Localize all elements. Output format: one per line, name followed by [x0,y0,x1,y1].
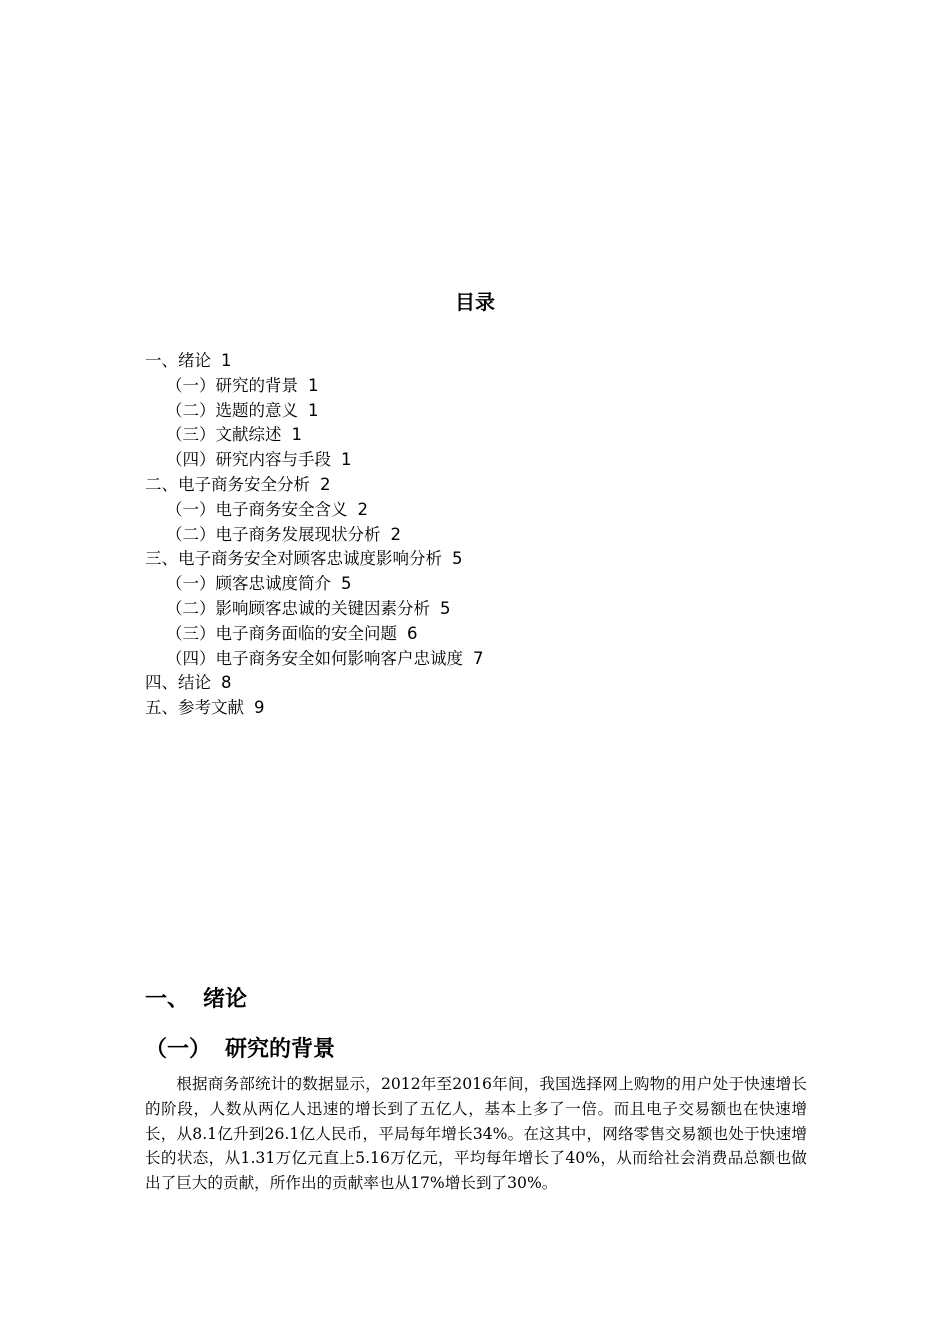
toc-entry[interactable] [145,523,484,548]
toc-entry-label: （二）选题的意义 [166,400,298,420]
toc-entry-label: 四、结论 [145,673,211,693]
toc-entry[interactable] [145,349,484,374]
toc-entry-page: 8 [221,673,232,693]
section-title: 绪论 [203,987,248,1012]
toc-entry[interactable] [145,671,484,696]
toc-entry[interactable] [145,498,484,523]
subsection-number: （一） [145,1037,212,1062]
toc-entry-page: 2 [390,524,401,544]
toc-entry-label: 二、电子商务安全分析 [145,474,310,494]
toc-entry[interactable] [145,647,484,672]
toc-entry-label: 一、绪论 [145,351,211,370]
toc-entry-label: （三）文献综述 [166,425,282,445]
toc-entry-page: 9 [254,698,265,718]
toc-entry-label: （二）电子商务发展现状分析 [166,524,381,544]
toc-entry-page: 6 [407,623,418,643]
toc-entry[interactable] [145,572,484,597]
toc-entry-label: （一）研究的背景 [166,375,298,395]
toc-entry-page: 5 [341,574,352,594]
toc-entry-page: 1 [308,375,319,395]
toc-entry[interactable] [145,448,484,473]
toc-entry[interactable] [145,597,484,622]
subsection-title: 研究的背景 [225,1037,336,1062]
toc-entry[interactable] [145,622,484,647]
section-number: 一、 [145,987,190,1012]
toc-entry-page: 2 [357,499,368,519]
toc-entry-label: 三、电子商务安全对顾客忠诚度影响分析 [145,549,442,569]
toc-title: 目录 [455,290,495,314]
toc-entry-label: 五、参考文献 [145,698,244,718]
toc-list [145,349,484,721]
subsection-heading [145,1032,335,1063]
toc-entry[interactable] [145,399,484,424]
toc-entry-label: （一）电子商务安全含义 [166,499,348,519]
toc-entry-label: （四）电子商务安全如何影响客户忠诚度 [166,648,463,668]
toc-entry-page: 1 [291,425,302,445]
section-heading [145,982,247,1013]
toc-entry[interactable] [145,696,484,721]
toc-entry[interactable] [145,473,484,498]
toc-entry[interactable] [145,374,484,399]
toc-entry-label: （二）影响顾客忠诚的关键因素分析 [166,598,430,618]
toc-entry-label: （三）电子商务面临的安全问题 [166,623,397,643]
toc-entry[interactable] [145,423,484,448]
toc-entry-page: 1 [308,400,319,420]
toc-entry-page: 1 [221,351,232,370]
toc-entry[interactable] [145,547,484,572]
toc-entry-page: 5 [452,549,463,569]
toc-entry-page: 2 [320,474,331,494]
toc-entry-page: 5 [440,598,451,618]
toc-entry-page: 7 [473,648,484,668]
toc-entry-label: （四）研究内容与手段 [166,450,331,470]
toc-entry-page: 1 [341,450,352,470]
toc-entry-label: （一）顾客忠诚度简介 [166,574,331,594]
body-paragraph: 根据商务部统计的数据显示，2012年至2016年间，我国选择网上购物的用户处于快速增长的阶段，人数从两亿人迅速的增长到了五亿人，基本上多了一倍。而且电子交易额也在快速增长，从8.1亿升到26.1亿人民币，平局每年增长34%。在这其中，网络零售交易额也处于快速增长的状态，从1.31万亿元直上5.16万亿元，平均每年增长了40%，从而给社会消费品总额也做出了巨大的贡献，所作出的贡献率也从17%增长到了30%。 [145,1075,807,1193]
